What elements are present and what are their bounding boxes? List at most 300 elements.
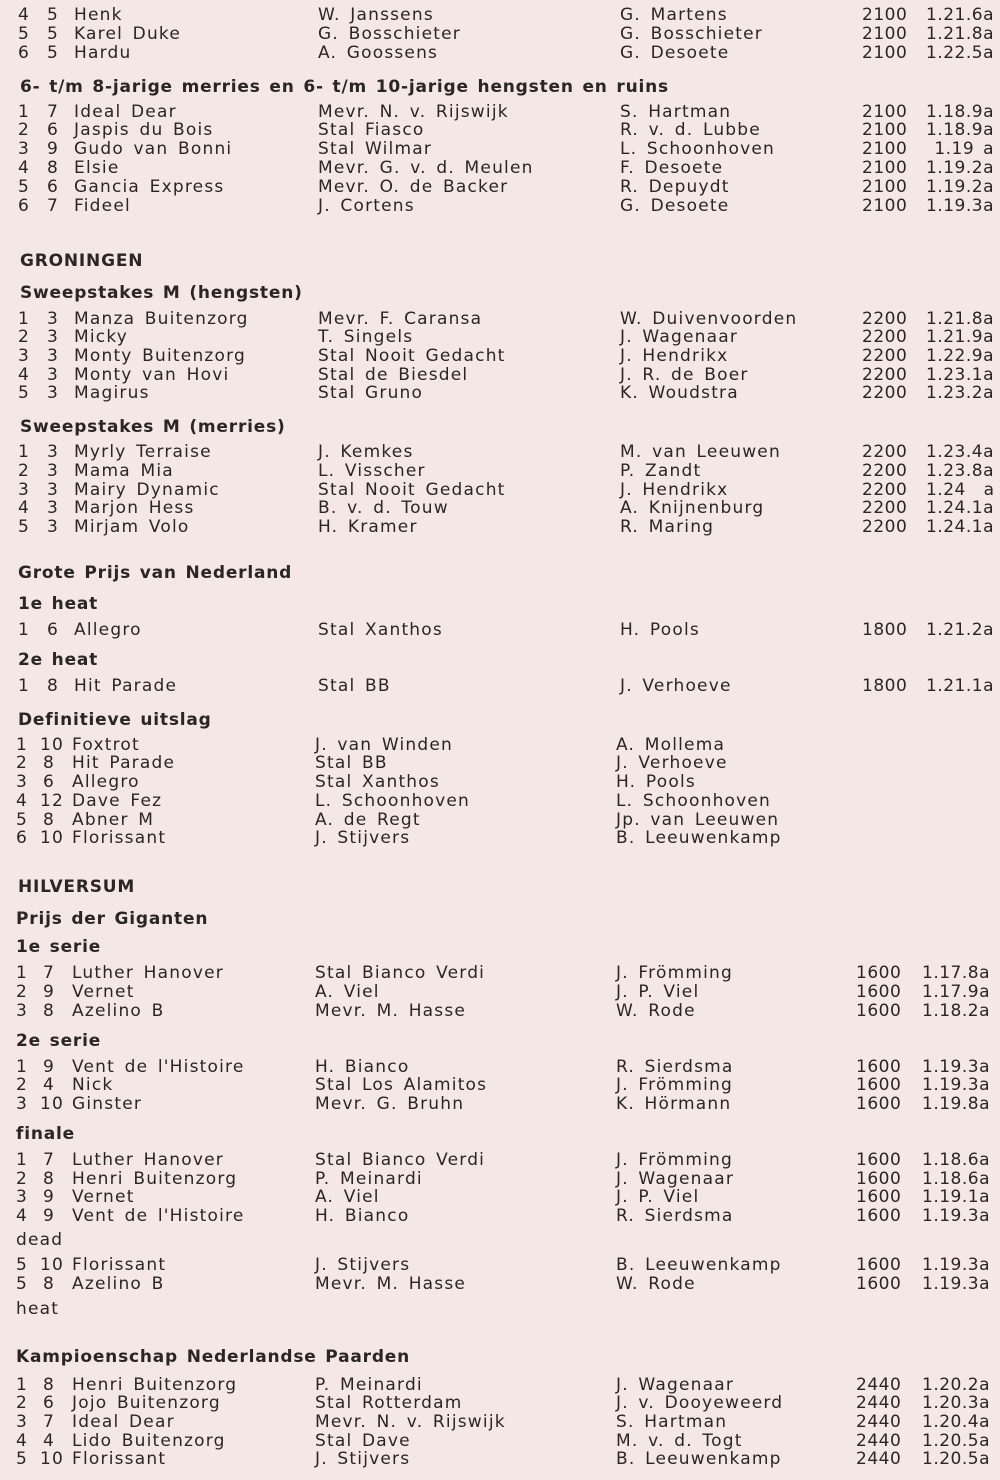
result-row bbox=[0, 443, 1000, 462]
owner: J. Stijvers bbox=[315, 1255, 411, 1275]
km-time: 1.19.8a bbox=[922, 1094, 990, 1114]
place: 3 bbox=[18, 480, 31, 500]
distance: 1600 bbox=[856, 1255, 902, 1275]
place: 5 bbox=[16, 1274, 29, 1294]
driver: J. Verhoeve bbox=[616, 753, 728, 773]
place: 6 bbox=[18, 196, 31, 216]
km-time: 1.19.3a bbox=[922, 1075, 990, 1095]
distance: 2100 bbox=[862, 139, 908, 159]
distance: 2440 bbox=[856, 1412, 902, 1432]
city-heading: HILVERSUM bbox=[18, 877, 136, 897]
km-time: 1.21.6a bbox=[926, 5, 994, 25]
driver: B. Leeuwenkamp bbox=[616, 1449, 782, 1469]
horse-name: Monty Buitenzorg bbox=[74, 346, 247, 366]
driver: Jp. van Leeuwen bbox=[616, 810, 780, 830]
horse-name: Micky bbox=[74, 327, 129, 347]
driver: W. Duivenvoorden bbox=[620, 309, 798, 329]
owner: Mevr. G. Bruhn bbox=[315, 1094, 465, 1114]
distance: 2440 bbox=[856, 1431, 902, 1451]
place: 4 bbox=[16, 1431, 29, 1451]
horse-name: Myrly Terraise bbox=[74, 442, 212, 462]
distance: 1600 bbox=[856, 1150, 902, 1170]
km-time: 1.19.3a bbox=[922, 1206, 990, 1226]
place: 1 bbox=[16, 963, 29, 983]
km-time: 1.19.2a bbox=[926, 158, 994, 178]
result-row bbox=[0, 1413, 1000, 1432]
start-number: 9 bbox=[42, 1206, 56, 1226]
distance: 1800 bbox=[862, 676, 908, 696]
distance: 2200 bbox=[862, 346, 908, 366]
owner: H. Kramer bbox=[318, 517, 418, 537]
km-time: 1.23.2a bbox=[926, 383, 994, 403]
horse-name: Allegro bbox=[74, 620, 142, 640]
driver: S. Hartman bbox=[620, 102, 732, 122]
distance: 1600 bbox=[856, 982, 902, 1002]
result-row bbox=[0, 462, 1000, 481]
distance: 2440 bbox=[856, 1393, 902, 1413]
start-number: 7 bbox=[46, 196, 60, 216]
series-heading: 1e serie bbox=[16, 937, 102, 957]
start-number: 6 bbox=[46, 620, 60, 640]
series-heading: 2e serie bbox=[16, 1031, 102, 1051]
owner: H. Bianco bbox=[315, 1057, 410, 1077]
horse-name: Manza Buitenzorg bbox=[74, 309, 249, 329]
owner: A. de Regt bbox=[315, 810, 421, 830]
distance: 1600 bbox=[856, 1187, 902, 1207]
driver: R. Sierdsma bbox=[616, 1057, 734, 1077]
owner: J. Stijvers bbox=[315, 1449, 411, 1469]
distance: 2100 bbox=[862, 196, 908, 216]
place: 5 bbox=[16, 1449, 29, 1469]
place: 5 bbox=[18, 383, 31, 403]
km-time: 1.21.9a bbox=[926, 327, 994, 347]
horse-name: Vent de l'Histoire bbox=[72, 1206, 245, 1226]
horse-name: Vernet bbox=[72, 982, 135, 1002]
place: 5 bbox=[16, 1255, 29, 1275]
horse-name: Florissant bbox=[72, 1449, 167, 1469]
horse-name: Luther Hanover bbox=[72, 1150, 224, 1170]
result-row bbox=[0, 1256, 1000, 1275]
start-number: 5 bbox=[46, 24, 60, 44]
horse-name: Henk bbox=[74, 5, 123, 25]
result-row bbox=[0, 621, 1000, 640]
horse-name: Dave Fez bbox=[72, 791, 163, 811]
distance: 2100 bbox=[862, 102, 908, 122]
km-time: 1.19.1a bbox=[922, 1187, 990, 1207]
place: 6 bbox=[16, 828, 29, 848]
result-row bbox=[0, 121, 1000, 140]
horse-name: Hardu bbox=[74, 43, 132, 63]
owner: B. v. d. Touw bbox=[318, 498, 449, 518]
owner: Stal Xanthos bbox=[318, 620, 443, 640]
result-row bbox=[0, 964, 1000, 983]
horse-name: Elsie bbox=[74, 158, 120, 178]
place: 3 bbox=[18, 139, 31, 159]
owner: P. Meinardi bbox=[315, 1375, 423, 1395]
start-number: 3 bbox=[46, 383, 60, 403]
owner: Stal Los Alamitos bbox=[315, 1075, 488, 1095]
result-row bbox=[0, 1188, 1000, 1207]
distance: 2200 bbox=[862, 383, 908, 403]
place: 4 bbox=[18, 365, 31, 385]
result-row bbox=[0, 25, 1000, 44]
driver: J. v. Dooyeweerd bbox=[616, 1393, 784, 1413]
start-number: 9 bbox=[42, 1057, 56, 1077]
place: 5 bbox=[18, 24, 31, 44]
horse-name: Fideel bbox=[74, 196, 131, 216]
distance: 2200 bbox=[862, 442, 908, 462]
race-heading: Sweepstakes M (hengsten) bbox=[20, 283, 303, 303]
place: 2 bbox=[16, 1393, 29, 1413]
race-heading: Grote Prijs van Nederland bbox=[18, 563, 293, 583]
start-number: 5 bbox=[46, 5, 60, 25]
km-time: 1.19 a bbox=[934, 139, 994, 159]
km-time: 1.18.6a bbox=[922, 1169, 990, 1189]
result-row bbox=[0, 1095, 1000, 1114]
owner: Mevr. N. v. Rijswijk bbox=[318, 102, 509, 122]
horse-name: Vent de l'Histoire bbox=[72, 1057, 245, 1077]
owner: Mevr. M. Hasse bbox=[315, 1274, 467, 1294]
owner: Mevr. O. de Backer bbox=[318, 177, 509, 197]
km-time: 1.22.9a bbox=[926, 346, 994, 366]
start-number: 10 bbox=[40, 1094, 65, 1114]
place: 3 bbox=[16, 1001, 29, 1021]
result-row bbox=[0, 1170, 1000, 1189]
start-number: 3 bbox=[46, 517, 60, 537]
horse-name: Jaspis du Bois bbox=[74, 120, 214, 140]
owner: Mevr. N. v. Rijswijk bbox=[315, 1412, 506, 1432]
place: 2 bbox=[16, 1075, 29, 1095]
start-number: 8 bbox=[42, 810, 56, 830]
km-time: 1.22.5a bbox=[926, 43, 994, 63]
distance: 2100 bbox=[862, 158, 908, 178]
start-number: 10 bbox=[40, 1255, 65, 1275]
driver: J. Wagenaar bbox=[616, 1375, 735, 1395]
distance: 1600 bbox=[856, 1094, 902, 1114]
start-number: 9 bbox=[42, 1187, 56, 1207]
start-number: 6 bbox=[46, 120, 60, 140]
horse-name: Mama Mia bbox=[74, 461, 174, 481]
driver: L. Schoonhoven bbox=[616, 791, 772, 811]
distance: 1800 bbox=[862, 620, 908, 640]
driver: M. van Leeuwen bbox=[620, 442, 781, 462]
place: 1 bbox=[18, 620, 31, 640]
owner: Stal Gruno bbox=[318, 383, 424, 403]
owner: Stal Dave bbox=[315, 1431, 411, 1451]
result-row bbox=[0, 773, 1000, 792]
place: 4 bbox=[18, 5, 31, 25]
distance: 2200 bbox=[862, 461, 908, 481]
start-number: 8 bbox=[42, 1001, 56, 1021]
race-heading: Kampioenschap Nederlandse Paarden bbox=[16, 1347, 411, 1367]
place: 2 bbox=[18, 120, 31, 140]
driver: M. v. d. Togt bbox=[616, 1431, 743, 1451]
horse-name: Mirjam Volo bbox=[74, 517, 190, 537]
place: 2 bbox=[18, 327, 31, 347]
owner: A. Viel bbox=[315, 1187, 380, 1207]
place: 1 bbox=[18, 442, 31, 462]
horse-name: Mairy Dynamic bbox=[74, 480, 220, 500]
km-time: 1.19.3a bbox=[926, 196, 994, 216]
horse-name: Foxtrot bbox=[72, 735, 140, 755]
owner: Stal Nooit Gedacht bbox=[318, 480, 506, 500]
place: 3 bbox=[16, 1094, 29, 1114]
owner: L. Visscher bbox=[318, 461, 426, 481]
result-row bbox=[0, 178, 1000, 197]
place: 1 bbox=[16, 735, 29, 755]
owner: Stal Xanthos bbox=[315, 772, 440, 792]
driver: R. v. d. Lubbe bbox=[620, 120, 761, 140]
owner: J. Kemkes bbox=[318, 442, 414, 462]
driver: S. Hartman bbox=[616, 1412, 728, 1432]
horse-name: Marjon Hess bbox=[74, 498, 195, 518]
driver: K. Hörmann bbox=[616, 1094, 732, 1114]
driver: J. R. de Boer bbox=[620, 365, 749, 385]
driver: J. P. Viel bbox=[616, 982, 700, 1002]
driver: J. Hendrikx bbox=[620, 480, 729, 500]
place: 2 bbox=[18, 461, 31, 481]
result-row bbox=[0, 44, 1000, 63]
start-number: 10 bbox=[40, 828, 65, 848]
owner: L. Schoonhoven bbox=[315, 791, 471, 811]
start-number: 8 bbox=[42, 1169, 56, 1189]
start-number: 4 bbox=[42, 1075, 56, 1095]
km-time: 1.21.8a bbox=[926, 24, 994, 44]
start-number: 7 bbox=[42, 963, 56, 983]
distance: 2200 bbox=[862, 365, 908, 385]
distance: 1600 bbox=[856, 963, 902, 983]
km-time: 1.18.6a bbox=[922, 1150, 990, 1170]
place: 1 bbox=[16, 1057, 29, 1077]
place: 2 bbox=[16, 753, 29, 773]
start-number: 3 bbox=[46, 346, 60, 366]
owner: Stal BB bbox=[315, 753, 388, 773]
owner: J. Stijvers bbox=[315, 828, 411, 848]
result-row bbox=[0, 384, 1000, 403]
owner: Stal Rotterdam bbox=[315, 1393, 463, 1413]
owner: Stal Nooit Gedacht bbox=[318, 346, 506, 366]
km-time: 1.20.5a bbox=[922, 1449, 990, 1469]
place: 4 bbox=[16, 1206, 29, 1226]
start-number: 4 bbox=[42, 1431, 56, 1451]
horse-name: Florissant bbox=[72, 828, 167, 848]
start-number: 6 bbox=[46, 177, 60, 197]
owner: Stal Bianco Verdi bbox=[315, 963, 486, 983]
driver: J. Frömming bbox=[616, 1150, 733, 1170]
driver: J. Frömming bbox=[616, 963, 733, 983]
result-row bbox=[0, 347, 1000, 366]
horse-name: Ginster bbox=[72, 1094, 143, 1114]
start-number: 3 bbox=[46, 442, 60, 462]
owner: A. Viel bbox=[315, 982, 380, 1002]
place: 3 bbox=[16, 772, 29, 792]
distance: 2200 bbox=[862, 309, 908, 329]
horse-name: Henri Buitenzorg bbox=[72, 1169, 238, 1189]
horse-name: Allegro bbox=[72, 772, 140, 792]
start-number: 7 bbox=[42, 1412, 56, 1432]
km-time: 1.23.8a bbox=[926, 461, 994, 481]
result-row bbox=[0, 983, 1000, 1002]
owner: G. Bosschieter bbox=[318, 24, 461, 44]
place: 4 bbox=[18, 498, 31, 518]
horse-name: Gudo van Bonni bbox=[74, 139, 233, 159]
owner: Stal Wilmar bbox=[318, 139, 433, 159]
place: 1 bbox=[18, 102, 31, 122]
owner: Mevr. F. Caransa bbox=[318, 309, 483, 329]
start-number: 10 bbox=[40, 735, 65, 755]
owner: A. Goossens bbox=[318, 43, 439, 63]
km-time: 1.17.8a bbox=[922, 963, 990, 983]
driver: J. Hendrikx bbox=[620, 346, 729, 366]
horse-name: Hit Parade bbox=[72, 753, 176, 773]
owner: Stal Fiasco bbox=[318, 120, 425, 140]
owner: W. Janssens bbox=[318, 5, 434, 25]
distance: 2100 bbox=[862, 43, 908, 63]
result-row bbox=[0, 1002, 1000, 1021]
driver: G. Desoete bbox=[620, 43, 730, 63]
km-time: 1.19.3a bbox=[922, 1057, 990, 1077]
distance: 2100 bbox=[862, 5, 908, 25]
place: 1 bbox=[16, 1375, 29, 1395]
horse-name: Luther Hanover bbox=[72, 963, 224, 983]
result-row bbox=[0, 1151, 1000, 1170]
horse-name: Nick bbox=[72, 1075, 114, 1095]
driver: H. Pools bbox=[616, 772, 696, 792]
driver: J. P. Viel bbox=[616, 1187, 700, 1207]
km-time: 1.20.2a bbox=[922, 1375, 990, 1395]
final-result-heading: Definitieve uitslag bbox=[18, 710, 212, 730]
place: 5 bbox=[18, 177, 31, 197]
owner: J. Cortens bbox=[318, 196, 415, 216]
distance: 1600 bbox=[856, 1075, 902, 1095]
distance: 2440 bbox=[856, 1449, 902, 1469]
km-time: 1.18.9a bbox=[926, 102, 994, 122]
result-row bbox=[0, 328, 1000, 347]
start-number: 8 bbox=[42, 753, 56, 773]
driver: H. Pools bbox=[620, 620, 700, 640]
place: 2 bbox=[16, 1169, 29, 1189]
start-number: 8 bbox=[46, 158, 60, 178]
start-number: 3 bbox=[46, 365, 60, 385]
result-row bbox=[0, 159, 1000, 178]
driver: R. Maring bbox=[620, 517, 715, 537]
driver: A. Mollema bbox=[616, 735, 726, 755]
horse-name: Lido Buitenzorg bbox=[72, 1431, 226, 1451]
start-number: 9 bbox=[42, 982, 56, 1002]
horse-name: Gancia Express bbox=[74, 177, 225, 197]
driver: A. Knijnenburg bbox=[620, 498, 765, 518]
driver: J. Wagenaar bbox=[616, 1169, 735, 1189]
driver: G. Desoete bbox=[620, 196, 730, 216]
distance: 2100 bbox=[862, 24, 908, 44]
start-number: 8 bbox=[46, 676, 60, 696]
owner: H. Bianco bbox=[315, 1206, 410, 1226]
result-row bbox=[0, 754, 1000, 773]
km-time: 1.18.9a bbox=[926, 120, 994, 140]
start-number: 7 bbox=[42, 1150, 56, 1170]
result-row bbox=[0, 310, 1000, 329]
result-row bbox=[0, 1076, 1000, 1095]
km-time: 1.20.5a bbox=[922, 1431, 990, 1451]
start-number: 5 bbox=[46, 43, 60, 63]
result-row bbox=[0, 499, 1000, 518]
horse-name: Ideal Dear bbox=[72, 1412, 175, 1432]
place: 2 bbox=[16, 982, 29, 1002]
start-number: 10 bbox=[40, 1449, 65, 1469]
distance: 2200 bbox=[862, 517, 908, 537]
distance: 2440 bbox=[856, 1375, 902, 1395]
start-number: 6 bbox=[42, 1393, 56, 1413]
horse-name: Magirus bbox=[74, 383, 150, 403]
owner: Stal de Biesdel bbox=[318, 365, 469, 385]
driver: J. Wagenaar bbox=[620, 327, 739, 347]
place: 3 bbox=[16, 1187, 29, 1207]
distance: 2200 bbox=[862, 498, 908, 518]
start-number: 9 bbox=[46, 139, 60, 159]
km-time: 1.23.1a bbox=[926, 365, 994, 385]
driver: G. Bosschieter bbox=[620, 24, 763, 44]
start-number: 3 bbox=[46, 309, 60, 329]
horse-name: Vernet bbox=[72, 1187, 135, 1207]
owner: J. van Winden bbox=[315, 735, 454, 755]
result-row bbox=[0, 1207, 1000, 1226]
start-number: 3 bbox=[46, 480, 60, 500]
horse-name: Azelino B bbox=[72, 1274, 165, 1294]
horse-name: Florissant bbox=[72, 1255, 167, 1275]
horse-name: Jojo Buitenzorg bbox=[72, 1393, 221, 1413]
start-number: 3 bbox=[46, 327, 60, 347]
driver: J. Verhoeve bbox=[620, 676, 732, 696]
km-time: 1.19.3a bbox=[922, 1255, 990, 1275]
start-number: 7 bbox=[46, 102, 60, 122]
result-row bbox=[0, 197, 1000, 216]
owner: Stal BB bbox=[318, 676, 391, 696]
distance: 2100 bbox=[862, 177, 908, 197]
driver: J. Frömming bbox=[616, 1075, 733, 1095]
km-time: 1.17.9a bbox=[922, 982, 990, 1002]
km-time: 1.20.3a bbox=[922, 1393, 990, 1413]
result-row bbox=[0, 518, 1000, 537]
start-number: 6 bbox=[42, 772, 56, 792]
heat-heading: 2e heat bbox=[18, 650, 99, 670]
distance: 2200 bbox=[862, 480, 908, 500]
start-number: 12 bbox=[40, 791, 65, 811]
race-heading: 6- t/m 8-jarige merries en 6- t/m 10-jarige hengsten en ruins bbox=[20, 77, 669, 97]
result-row bbox=[0, 792, 1000, 811]
owner: Mevr. M. Hasse bbox=[315, 1001, 467, 1021]
heat-heading: 1e heat bbox=[18, 594, 99, 614]
result-row bbox=[0, 829, 1000, 848]
result-row bbox=[0, 1450, 1000, 1469]
horse-name: Henri Buitenzorg bbox=[72, 1375, 238, 1395]
dead-heat-note-bottom: heat bbox=[16, 1299, 60, 1319]
final-heading: finale bbox=[16, 1124, 75, 1144]
horse-name: Ideal Dear bbox=[74, 102, 177, 122]
start-number: 8 bbox=[42, 1375, 56, 1395]
result-row bbox=[0, 1275, 1000, 1294]
owner: T. Singels bbox=[318, 327, 414, 347]
horse-name: Azelino B bbox=[72, 1001, 165, 1021]
distance: 1600 bbox=[856, 1206, 902, 1226]
driver: W. Rode bbox=[616, 1001, 696, 1021]
driver: F. Desoete bbox=[620, 158, 724, 178]
result-row bbox=[0, 677, 1000, 696]
km-time: 1.19.3a bbox=[922, 1274, 990, 1294]
horse-name: Monty van Hovi bbox=[74, 365, 230, 385]
start-number: 3 bbox=[46, 461, 60, 481]
driver: K. Woudstra bbox=[620, 383, 739, 403]
place: 5 bbox=[18, 517, 31, 537]
